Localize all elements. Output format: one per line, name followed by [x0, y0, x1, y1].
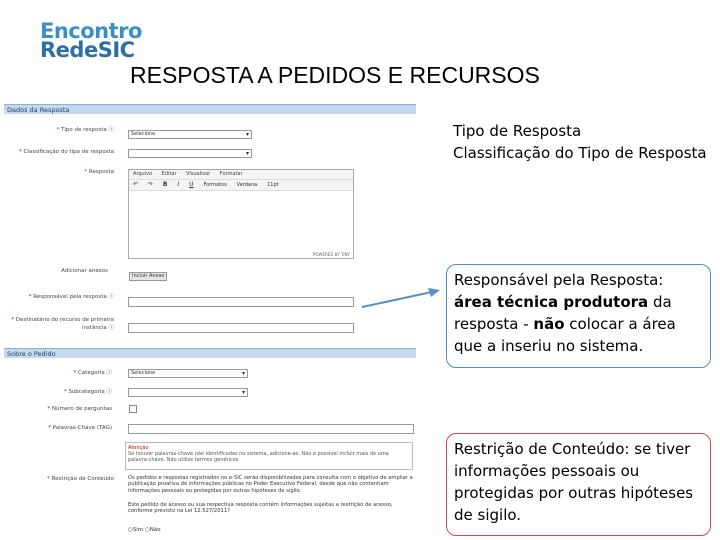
editor-toolbar: [129, 180, 353, 191]
info-tipo-resposta: Tipo de Resposta: [453, 122, 582, 140]
restricao-para-2: Este pedido de acesso ou sua respectiva resposta contém informações sujeitas a restrição de acesso, conforme previsto na Lei 12.527/2011?: [128, 502, 393, 515]
font-size-dropdown[interactable]: 11pt: [267, 182, 279, 188]
callout-restricao: Restrição de Conteúdo: se tiver informações pessoais ou protegidas por outras hipóteses de sigilo.: [446, 433, 711, 536]
palavras-chave-label: * Palavras-Chave (TAG): [48, 425, 112, 431]
classificacao-select[interactable]: [128, 149, 252, 158]
callout-nao: não: [533, 315, 565, 333]
palavras-chave-input[interactable]: [128, 424, 414, 434]
editor-powered-by: POWERED BY TINY: [313, 252, 350, 257]
arrow-icon: [360, 285, 444, 311]
restricao-para-1: Os pedidos e respostas registrados no e-SIC serão disponibilizados para consulta com o objetivo de ampliar a publicação proativa de informações públicas no Poder Executivo Federal, desde que não contenham informações pessoais ou protegidas por outras hipóteses de sigilo.: [128, 475, 413, 494]
warning-box: [125, 442, 413, 470]
info-classificacao: Classificação do Tipo de Resposta: [453, 144, 707, 162]
editor-menu-editar[interactable]: Editar: [161, 171, 177, 177]
italic-button[interactable]: I: [177, 181, 180, 188]
section-sobre-pedido: Sobre o Pedido: [4, 348, 416, 358]
restricao-label: * Restrição de Conteúdo: [47, 476, 114, 482]
radio-sim[interactable]: ○: [128, 527, 133, 533]
radio-nao-label: Não: [149, 527, 161, 533]
radio-nao[interactable]: ○: [144, 527, 150, 533]
section-dados-resposta: Dados da Resposta: [4, 104, 416, 114]
callout-text2: colocar a área que a inseriu no sistema.: [454, 315, 676, 355]
categoria-label: * Categoria ⓘ: [73, 370, 112, 376]
page-title: RESPOSTA A PEDIDOS E RECURSOS: [130, 62, 540, 88]
restricao-radio-group: [128, 527, 161, 533]
callout-area-tecnica: área técnica produtora: [454, 293, 649, 311]
classificacao-label: * Classificação do tipo de resposta: [18, 149, 114, 155]
underline-button[interactable]: U: [189, 181, 194, 188]
resposta-label: * Resposta: [84, 169, 114, 175]
anexos-label: Adicionar anexos: [61, 268, 108, 274]
subcategoria-select[interactable]: [128, 388, 248, 397]
redo-icon[interactable]: ↷: [147, 181, 153, 188]
tipo-resposta-select[interactable]: Selecione ▾: [128, 130, 252, 139]
formats-dropdown[interactable]: Formatos: [203, 182, 227, 188]
categoria-select[interactable]: Selecione ▾: [128, 369, 248, 378]
editor-menubar: [129, 170, 353, 180]
incluir-anexo-button[interactable]: Incluir Anexo: [129, 272, 167, 281]
form-screenshot: [4, 104, 416, 540]
tipo-resposta-label: * Tipo de resposta ⓘ: [56, 127, 114, 133]
warning-text: Se houver palavras-chave não identificadas no sistema, adicione-as. Não é possível incluir mais de uma palavra-chave. Não utilize termos genéricos.: [128, 451, 389, 463]
editor-menu-visualizar[interactable]: Visualizar: [186, 171, 211, 177]
responsavel-label: * Responsável pela resposta ⓘ: [28, 294, 114, 300]
radio-sim-label: Sim: [132, 527, 144, 533]
editor-menu-arquivo[interactable]: Arquivo: [133, 171, 153, 177]
rich-text-editor[interactable]: [128, 169, 354, 259]
callout-responsavel: [446, 264, 711, 368]
warning-title: Atenção: [128, 445, 149, 451]
logo: [40, 19, 142, 62]
bold-button[interactable]: B: [162, 181, 168, 188]
callout-responsavel-intro: Responsável pela Resposta:: [454, 271, 664, 289]
undo-icon[interactable]: ↶: [133, 181, 139, 188]
responsavel-input[interactable]: [128, 297, 354, 307]
editor-menu-formatar[interactable]: Formatar: [219, 171, 243, 177]
font-family-dropdown[interactable]: Verdana: [236, 182, 258, 188]
num-perguntas-input[interactable]: [129, 405, 137, 413]
destinatario-input[interactable]: [128, 323, 354, 333]
subcategoria-label: * Subcategoria ⓘ: [63, 389, 112, 395]
logo-line1: Encontro: [40, 19, 142, 43]
destinatario-label: * Destinatário do recurso de primeira instância ⓘ: [11, 317, 114, 331]
num-perguntas-label: * Número de perguntas: [47, 406, 112, 412]
logo-line2: RedeSIC: [40, 38, 135, 62]
callout-text1: da resposta -: [454, 293, 672, 333]
